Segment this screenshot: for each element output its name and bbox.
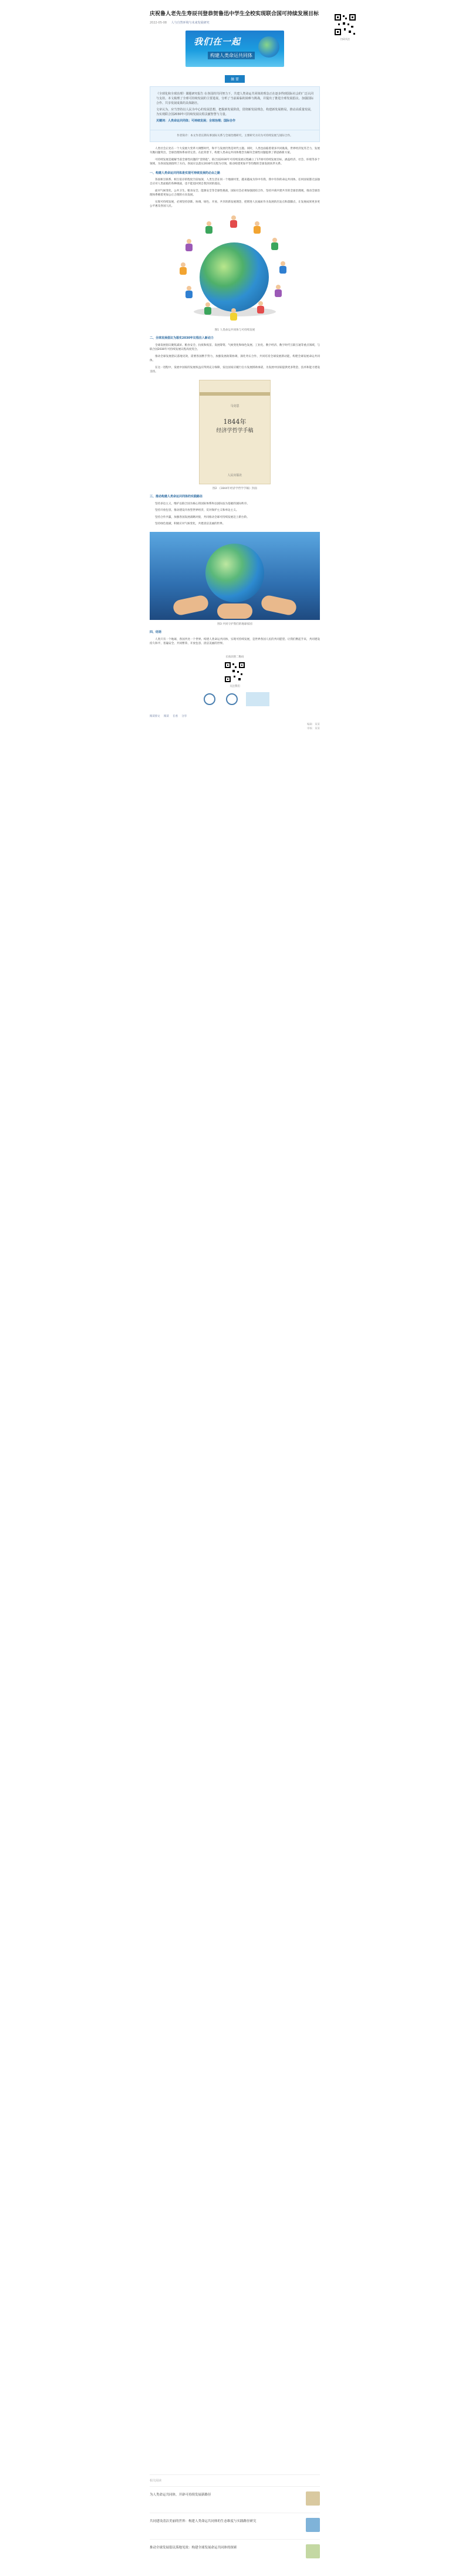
top-qr-code: [333, 13, 357, 36]
article: [150, 11, 320, 736]
follow-qr-code: [224, 662, 245, 683]
bottom-decoration: [150, 692, 320, 706]
publish-date: 2022-05-08: [150, 21, 167, 25]
keywords: 关键词：人类命运共同体；可持续发展；全球治理；国际合作: [156, 119, 236, 123]
paragraph: 在这一进程中，发展中国家的发展权益应得到充分保障，发达国家应履行官方发展援助承诺，为发展中国家提供更多资金、技术和能力建设支持。: [150, 366, 320, 373]
book-title-line2: 经济学哲学手稿: [216, 428, 254, 434]
book-publisher: 人民出版社: [227, 474, 242, 478]
section-4: [150, 630, 320, 646]
hand-shape: [217, 603, 252, 619]
editor-line: 编辑：某某: [307, 723, 320, 726]
bicycle-icon: [200, 692, 241, 706]
section-heading: 一、构建人类命运共同体是实现可持续发展的必由之路: [150, 171, 221, 175]
paragraph: 人类只有一个地球，各国共处一个世界。构建人类命运共同体，实现可持续发展，是世界各国人民的共同愿望。让我们携起手来，共同建设持久和平、普遍安全、共同繁荣、开放包容、清洁美丽的世界。: [150, 638, 320, 646]
article-title: 庆祝鲁人老先生寿辰刊登恭贺鲁迅中学生全校实现联合国可持续发展目标: [150, 11, 319, 17]
paragraph: 人类社会正处在一个大发展大变革大调整时代，和平与发展仍然是时代主题。同时，人类也面临着诸多共同挑战，世界经济复苏乏力，发展失衡问题突出，全球治理体系亟待完善。在此背景下，构建人类命运共同体理念为解决全球性问题提供了新思路新方案。: [150, 147, 320, 155]
paragraph: 实现可持续发展，必须坚持创新、协调、绿色、开放、共享的新发展理念，把增进人民福祉作为发展的出发点和落脚点，让发展成果更多更公平惠及各国人民。: [150, 200, 320, 208]
paragraph: 坚持绿色低碳，积极应对气候变化，共建清洁美丽的世界。: [155, 522, 225, 525]
section-1: [150, 171, 320, 209]
read-original-link[interactable]: 阅读原文: [150, 714, 160, 718]
book-title-line1: 1844年: [223, 418, 247, 426]
child-figure: [274, 285, 283, 298]
article-meta: [150, 21, 320, 25]
abstract-tag: 摘 要: [225, 75, 245, 83]
cover-band: [200, 392, 270, 396]
related-title[interactable]: 推动全球发展倡议落地见效：构建全球发展命运共同体的探索: [150, 2546, 237, 2550]
qr-label: 关注我们: [230, 685, 240, 688]
related-thumbnail[interactable]: [306, 2518, 320, 2532]
paragraph: 面对气候变化、公共卫生、粮食安全、能源安全等全球性挑战，国际社会必须加强团结合作，坚持共商共建共享的全球治理观，推动全球治理体系朝着更加公正合理的方向发展。: [150, 189, 320, 197]
child-figure: [229, 215, 238, 228]
figure-caption: 图1 人类命运共同体与可持续发展: [214, 329, 255, 332]
like-button[interactable]: 在看: [173, 714, 178, 718]
paragraph: 坚持合作共赢，加强各国发展战略对接，共同推动全球可持续发展迈上新台阶。: [155, 515, 249, 519]
book-cover-figure: [199, 380, 271, 484]
decor-image: [246, 692, 269, 706]
related-thumbnail[interactable]: [306, 2544, 320, 2558]
paragraph: 推动全球发展倡议落地见效，需要各国携手努力，加强发展政策协调，深化务实合作，共同培育全球发展新动能，构建全球发展命运共同体。: [150, 355, 320, 363]
child-figure: [278, 261, 288, 274]
related-title[interactable]: 为人类命运共同体，开辟可持续发展新路径: [150, 2493, 211, 2497]
child-figure: [256, 301, 265, 314]
related-item[interactable]: [150, 2486, 320, 2513]
section-heading: 四、结语: [150, 630, 162, 635]
related-thumbnail[interactable]: [306, 2491, 320, 2506]
child-figure: [184, 286, 194, 299]
follow-qr-box: [214, 656, 255, 689]
child-figure: [229, 308, 238, 321]
child-figure: [270, 238, 279, 251]
read-count: 阅读: [163, 714, 169, 718]
related-title[interactable]: 共同建设清洁美丽的世界：构建人类命运共同体的生态维度与实践路径研究: [150, 2520, 257, 2523]
child-figure: [184, 239, 194, 252]
paragraph: 各国相互联系、相互依存的程度空前加深，人类生活在同一个地球村里，越来越成为你中有我、我中有你的命运共同体。任何国家都无法独自应对人类面临的各种挑战，也不能退回到自我封闭的孤岛。: [150, 178, 320, 186]
figure-caption: 图2 《1844年经济学哲学手稿》封面: [212, 487, 257, 491]
hands-holding-earth-figure: [150, 532, 320, 620]
reviewer-line: 审核：某某: [307, 727, 320, 730]
paragraph: 坚持多边主义，维护以联合国为核心的国际体系和以国际法为基础的国际秩序。: [155, 502, 249, 505]
share-button[interactable]: 分享: [181, 714, 187, 718]
related-heading: 相关阅读: [150, 2479, 162, 2483]
figure-caption: 图3 共同守护我们的地球家园: [217, 623, 252, 626]
child-figure: [203, 302, 212, 315]
header-banner: [185, 31, 284, 67]
book-author: 马克思: [230, 404, 239, 409]
section-intro: [150, 147, 320, 167]
abstract-para: 《全球化和全球治理》课题研究报告 在各国的共同努力下，共建人类命运共同体的理念正在逐步得到国际社会的广泛认同与支持。本文梳理了全球可持续发展的主要进展，分析了当前面临的困难与挑战，并提出了推进全球发展倡议、加强国际合作、共享发展成果的具体路径。: [156, 92, 313, 105]
child-figure: [178, 262, 188, 275]
author-box: 作者简介：本文作者长期从事国际关系与全球治理研究，主要研究方向为可持续发展与国际合作。: [150, 130, 320, 142]
hand-shape: [260, 594, 298, 616]
globe-icon: [258, 36, 279, 58]
paragraph: 坚持开放包容，推动建设开放型世界经济，反对保护主义和单边主义。: [155, 509, 239, 512]
related-item[interactable]: [150, 2513, 320, 2539]
banner-main-text: 我们在一起: [194, 36, 241, 47]
hand-shape: [172, 594, 210, 616]
top-qr-label: 扫码关注: [340, 38, 350, 41]
banner-sub-text: 构建人类命运共同体: [208, 52, 255, 59]
paragraph: 全球发展倡议聚焦减贫、粮食安全、抗疫和疫苗、发展筹资、气候变化和绿色发展、工业化、数字经济、数字时代互联互通等重点领域，与联合国2030年可持续发展议程高度契合。: [150, 343, 320, 352]
editor-info: [150, 723, 320, 731]
paragraph: 可持续发展是破解当前全球性问题的“金钥匙”。联合国2030年可持续发展议程确立了17项可持续发展目标，涵盖经济、社会、环境等多个领域，为各国发展指明了方向。各国应以落实2030年议程为引领，推动构建更加平等均衡的全球发展伙伴关系。: [150, 158, 320, 166]
section-2: [150, 336, 320, 374]
account-name-link[interactable]: 人与自然环境与未来发展研究: [171, 21, 210, 25]
related-item[interactable]: [150, 2539, 320, 2565]
abstract-para: 文章认为，应当坚持以人民为中心的发展思想，把握新发展阶段，贯彻新发展理念，构建新发展格局，推动高质量发展，为实现联合国2030年可持续发展议程贡献智慧与力量。: [156, 108, 313, 116]
qr-label-top: 长按识别二维码: [225, 655, 244, 659]
child-figure: [204, 221, 214, 234]
related-articles: [150, 2474, 320, 2565]
earth-image: [205, 544, 264, 602]
figure-children-around-globe: [170, 214, 299, 326]
section-heading: 二、全球发展倡议为落实2030年议程注入新动力: [150, 336, 214, 340]
abstract-box: [150, 86, 320, 130]
section-heading: 三、推动构建人类命运共同体的实践路径: [150, 495, 203, 499]
child-figure: [252, 221, 262, 234]
footer-links: [150, 714, 320, 718]
section-3: [150, 495, 320, 526]
